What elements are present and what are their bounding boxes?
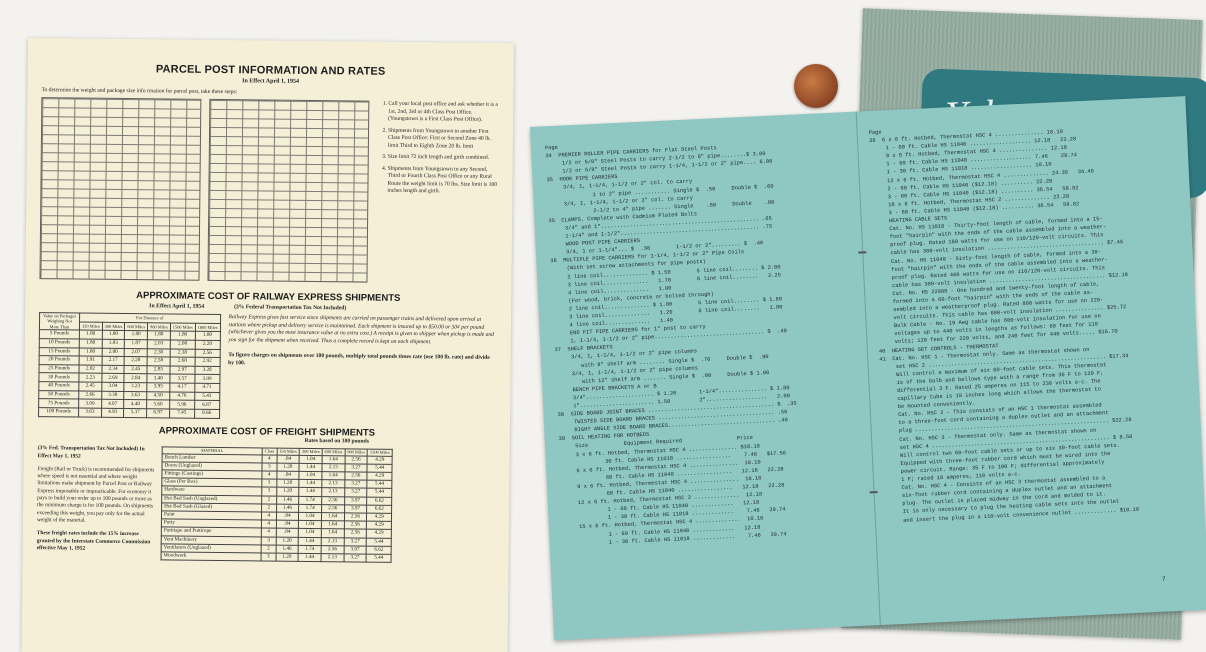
rate-cell: 1.80: [79, 339, 102, 348]
rate-cell: 1.20: [276, 537, 299, 545]
rate-cell: 1.80: [125, 331, 148, 340]
rate-cell: 2.58: [147, 357, 170, 366]
rate-cell: 1.04: [298, 529, 321, 537]
class-cell: 3: [262, 479, 277, 487]
rate-cell: 1.64: [321, 513, 344, 521]
rate-cell: 1.83: [102, 339, 125, 348]
rate-cell: 1.74: [298, 545, 321, 553]
distance-header: 300 Miles: [102, 322, 125, 331]
rate-cell: 7.45: [169, 409, 194, 418]
staple: [870, 491, 878, 493]
rate-cell: 2.03: [147, 340, 170, 349]
distance-header: 1800 Miles: [195, 323, 220, 332]
rate-cell: 3.63: [79, 408, 102, 417]
class-cell: 4: [262, 455, 277, 463]
rate-cell: 5.60: [147, 400, 170, 409]
miles-header: 150 Miles: [277, 448, 300, 455]
material-cell: Putty: [161, 519, 261, 528]
rate-cell: 5.44: [366, 538, 391, 546]
weight-cell: 75 Pounds: [39, 399, 79, 408]
rate-cell: 3.97: [344, 505, 367, 513]
rate-cell: 2.23: [79, 373, 102, 382]
miles-header: 300 Miles: [299, 449, 322, 456]
rate-cell: 4.17: [170, 383, 195, 392]
weight-cell: 20 Pounds: [39, 356, 79, 365]
rate-cell: 3.27: [344, 480, 367, 488]
table-row: [39, 408, 220, 419]
rate-cell: 3.27: [345, 464, 368, 472]
miles-header: 1500 Miles: [367, 449, 392, 456]
rate-cell: 2.56: [322, 496, 345, 504]
rate-cell: 2.85: [147, 366, 170, 375]
parcel-post-title: PARCEL POST INFORMATION AND RATES: [155, 63, 386, 78]
rate-cell: 2.20: [195, 340, 220, 349]
step-item: 1. Call your local post office and ask whether it is a 1st, 2nd, 3rd or 4th Class Post Office. (Youngstown is a First Class Post Office).: [388, 101, 499, 125]
table-row: [161, 552, 391, 563]
rate-cell: .84: [277, 455, 300, 463]
rate-cell: 3.04: [101, 382, 124, 391]
class-cell: 4: [262, 471, 277, 479]
rate-cell: 1.80: [147, 331, 170, 340]
rate-cell: 6.97: [147, 409, 170, 418]
rate-cell: 2.69: [102, 374, 125, 383]
rate-cell: 6.87: [194, 401, 219, 410]
material-cell: Paint: [161, 511, 261, 520]
rate-cell: 1.04: [299, 521, 322, 529]
weight-cell: 40 Pounds: [39, 382, 79, 391]
rate-cell: 1.64: [322, 455, 345, 463]
weight-cell: 10 Pounds: [39, 338, 79, 347]
material-cell: Woodwork: [161, 552, 261, 561]
parcel-post-effective: In Effect April 1, 1954: [242, 78, 300, 85]
rate-cell: 2.56: [344, 513, 367, 521]
material-cell: Vent Machinery: [161, 536, 261, 545]
railway-note: Railway Express gives fast service since shipments are carried on passenger trains and delivered upon arrival at stations where pickup and delivery service is maintained. Each shipment is insured up to $50.00 or 50¢ per pound (whichever gives you the most insurance value at no extra cost.) A receipt is given to shipper when pickup is made and you sign for the shipment when received. Thus a complete record is kept on each shipment.: [228, 314, 495, 345]
parcel-post-intro: To determine the weight and package size info rmation for parcel post, take these steps:: [41, 87, 238, 96]
railway-title: APPROXIMATE COST OF RAILWAY EXPRESS SHIPMENTS: [136, 290, 401, 304]
rate-cell: 1.87: [125, 339, 148, 348]
rate-cell: 1.20: [276, 488, 299, 496]
rate-cell: 3.97: [344, 546, 367, 554]
rate-cell: 2.56: [344, 521, 367, 529]
railway-tax: (3% Federal Transportation Tax Not Included): [234, 304, 347, 312]
rate-cell: 1.80: [195, 331, 220, 340]
rate-cell: 3.99: [195, 375, 220, 384]
rate-cell: 1.80: [102, 331, 125, 340]
class-cell: 2: [261, 545, 276, 553]
rate-cell: 1.44: [299, 463, 322, 471]
rate-cell: 2.13: [322, 463, 345, 471]
rate-cell: 1.64: [321, 521, 344, 529]
parcel-post-steps: [375, 101, 499, 284]
freight-rate-table: [161, 447, 393, 563]
rate-cell: 2.17: [102, 356, 125, 365]
class-cell: 2: [262, 496, 277, 504]
weight-cell: 5 Pounds: [39, 330, 79, 339]
rate-cell: 2.13: [321, 537, 344, 545]
rate-cell: 4.29: [367, 513, 392, 521]
rate-cell: 2.28: [124, 357, 147, 366]
rate-cell: 3.09: [79, 399, 102, 408]
freight-notes: [37, 445, 156, 560]
rate-cell: 2.08: [170, 340, 195, 349]
class-cell: 4: [261, 520, 276, 528]
rate-cell: 5.37: [124, 409, 147, 418]
rate-cell: 5.44: [367, 464, 392, 472]
rate-cell: 2.66: [79, 391, 102, 400]
railway-note-over-100: To figure charges on shipments over 100 pounds, multiply total pounds times rate (use 100 lb. rate) and divide by 100.: [228, 352, 490, 367]
rate-cell: 1.64: [321, 529, 344, 537]
rate-cell: 2.84: [124, 374, 147, 383]
rate-cell: 1.44: [299, 488, 322, 496]
rate-cell: 2.92: [195, 357, 220, 366]
rate-cell: 2.13: [322, 480, 345, 488]
rate-cell: 3.23: [124, 383, 147, 392]
miles-header: 600 Miles: [322, 449, 345, 456]
zone-table-1: [39, 97, 201, 281]
step-item: 4. Shipments from Youngstown to any Second, Third or Fourth Class Post Office or any Rural Route the weight limit is 70 lbs. Size limit is 100 inches length and girth.: [387, 166, 498, 197]
class-cell: 4: [261, 512, 276, 520]
rate-cell: 1.46: [276, 504, 299, 512]
weight-cell: 30 Pounds: [39, 373, 79, 382]
rate-cell: 1.20: [276, 463, 299, 471]
rate-cell: 1.46: [276, 545, 299, 553]
rate-cell: 3.38: [101, 391, 124, 400]
distance-header: 150 Miles: [79, 322, 102, 331]
catalog-page-right: Page 39 6 x 6 ft. Hotbed, Thermostat HSC 4 ............... 10.10 1 - 60 ft. Cable HS 11040 ................... 12.18 22.28 9 x 6 ft. Hotbed, Thermostat HSC 4 ............... 12.18 1 - 60 ft. Cable HS 11040 ................... 7.46 29.74 1 - 30 ft. Cable HS 11018 ................... 10.10 12 x 6 ft. Hotbed, Thermostat HSC 4 .............. 24.36 34.46 2 - 60 ft. Cable HS 11040 ($12.18) .......... 22.28 3 - 60 ft. Cable HS 11040 ($12.18) .......... 36.54 58.82 18 x 6 ft. Hotbed, Thermostat HSC 2 .............. 22.28 3 - 60 ft. Cable HS 11040 ($12.18) .......... 36.54 58.82 HEATING CABLE SETS Cat. No. HS 11018 - Thirty-foot length of cable, formed into a 15- foot "hairpin" with the ends of the cable assembled into a weather- proof plug. Rated 180 watts for use on 110/120-volt circuits. This cable has 300-volt insulation .................................... $7.46 Cat. No. HS 11040 - Sixty-foot length of cable, formed into a 30- foot "hairpin" with the ends of the cable assembled into a weather- proof plug. Rated 400 watts for use on 110/120-volt circuits. This cable has 300-volt insulation .................................... $12.18 Cat. No. HS 22080 - One hundred and twenty-foot length of cable, formed into a 60-foot "hairpin" with the ends of the cable as- sembled into a weatherproof plug. Rated 800 watts for use on 220- volt circuits. This cable has 600-volt insulation ............... $25.72 Bulk Cable - No. 19 Awg cable has 600-volt insulation for use on voltages up to 440 volts in lengths as follows: 60 feet for 110 volts; 120 feet for 220 volts, and 240 feet for 440 volts..... $16.70 40 HEATING SET CONTROLS - THERMOSTAT 41 Cat. No. HSC 1 - Thermostat only. Same as thermostat shown on set HSC 2 ....................................................... $17.34 Will control a maximum of six 60-foot cable sets. This thermostat is of the bulb and bellows type with a range from 30 F to 120 F, differential 3 F. Rated 25 amperes on 115 to 230 volts a-c. The capillary tube is 18 inches long which allows the thermostat to be mounted conveniently. Cat. No. HSC 2 - This consists of an HSC 1 thermostat assembled to a three-foot cord containing a duplex outlet and an attachment plug ............................................................ $22.28 Cat. No. HSC 3 - Thermostat only. Same as thermostat shown on set HSC 4 ....................................................... $ 8.58 Will control two 60-foot cable sets or up to six 30-foot cable sets. Equipped with three-foot rubber cord which must be wired into the power circuit. Range: 35 F to 100 F; differential approximately 1 F; rated 10 amperes, 110 volts a-c. Cat. No. HSC 4 - Consists of an HSC 3 thermostat assembled to a six-foot rubber cord containing a duplex outlet and an attachment plug. The outlet is placed midway in the cord and molded to it. It is only necessary to plug the heating cable sets into the outlet and insert the plug in a 110-volt convenience outlet ............. $10.10: [868, 128, 1140, 525]
rate-cell: 1.04: [299, 471, 322, 479]
rate-cell: 1.44: [298, 553, 321, 561]
rate-cell: 2.13: [322, 488, 345, 496]
col-class: Class: [262, 448, 277, 455]
rate-cell: 2.68: [170, 357, 195, 366]
rate-cell: 2.56: [321, 504, 344, 512]
rate-cell: 4.50: [147, 391, 170, 400]
rate-cell: 1.44: [299, 480, 322, 488]
rate-cell: 4.29: [367, 456, 392, 464]
rate-cell: 4.40: [124, 400, 147, 409]
rate-cell: 2.56: [344, 529, 367, 537]
rate-cell: 1.91: [79, 356, 102, 365]
weight-cell: 50 Pounds: [39, 390, 79, 399]
material-cell: Hot Bed Sash (Unglazed): [162, 495, 262, 504]
rate-cell: 5.43: [194, 392, 219, 401]
penny-coin: [794, 64, 838, 108]
page-number: 7: [1161, 575, 1166, 583]
material-cell: Ventilators (Unglazed): [161, 544, 261, 553]
rate-cell: 4.29: [367, 521, 392, 529]
col-weight: Value on Packages Weighing Not More Than: [39, 313, 79, 331]
catalog-page-left: Page 34 PREMIER ROLLER PIPE CARRIERS for Flat Steel Posts 1/2 or 5/8" Steel Posts to carry 2-1/2 to 6" pipe........$ 3.00 1/2 or 5/8" Steel Posts to carry 1-1/4, 1-1/2 or 2" pipe.... 6.00 35 HOOK PIPE CARRIERS 3/4, 1, 1-1/4, 1-1/2 or 2" col. to carry 1 to 2" pipe ........... Single $ .50 Double $ .60 3/4, 1, 1-1/4, 1-1/2 or 2" col. to carry 2-1/2 to 4" pipe ....... Single .60 Double .80 35 CLAMPS. Complete with Cadmium Plated Bolts 3/4" and 1"................................................. .65 1-1/4" and 1-1/2"........................................... .75 WOOD POST PIPE CARRIERS 3/4, 1 or 1-1/4"... $ .30 1-1/2 or 2"......... $ .40 36 MULTIPLE PIPE CARRIERS for 1-1/4, 1-1/2 or 2" Pipe Coils (With set screw attachments for pipe posts) 2 line coil.............. $ 1.50 5 line coil........ $ 2.00 3 line coil.............. 1.70 6 line coil........ 2.25 4 line coil.............. 1.80 (For wood, brick, concrete or bolted through) 2 line coil.............. $ 1.00 5 line coil........ $ 1.60 3 line coil.............. 1.20 6 line coil........ 1.80 4 line coil.............. 1.40 END FIT PIPE CARRIERS for 1" post to carry 1, 1-1/4, 1-1/2 or 2" pipe.................................. $ .40 37 SHELF BRACKETS 3/4, 1, 1-1/4, 1-1/2 or 2" pipe columns with 8" shelf arm ........ Single $ .70 Double $ .90 3/4, 1, 1-1/4, 1-1/2 or 2" pipe columns with 12" shelf arm ....... Single $ .80 Double $ 1.00 BENCH PIPE BRACKETS A or B 3/4"..................... $ 1.20 1-1/4"............... $ 1.80 1"....................... 1.50 2"................... 2.00 38 SIDE BOARD JOINT BRACES ....................................... $ .35 TWISTED SIDE BOARD BRACES .................................... .50 RIGHT ANGLE SIDE BOARD BRACES................................. .40 39 SOIL HEATING FOR HOTBEDS Size Equipment Required Price 3 x 6 ft. Hotbed, Thermostat HSC 4 ............... $10.10 30 ft. Cable HS 11018 ................. 7.46 $17.56 6 x 6 ft. Hotbed, Thermostat HSC 4 ............... 10.10 60 ft. Cable HS 11040 ................. 12.18 22.28 9 x 6 ft. Hotbed, Thermostat HSC 4 ............... 10.10 60 ft. Cable HS 11040 ................. 12.18 22.28 12 x 6 ft. Hotbed, Thermostat HSC 2 .............. 12.18 1 - 60 ft. Cable HS 11040 ............. 12.18 1 - 30 ft. Cable HS 11018 ............. 7.46 29.74 15 x 6 ft. Hotbed, Thermostat HSC 4 .............. 10.10 1 - 60 ft. Cable HS 11040 ............. 12.18 1 - 30 ft. Cable HS 11018 ............. 7.46 29.74: [544, 144, 797, 548]
rate-cell: 3.95: [147, 383, 170, 392]
rate-cell: 1.80: [79, 330, 102, 339]
rate-cell: .84: [276, 471, 299, 479]
rate-cell: 3.27: [344, 554, 367, 562]
class-cell: 3: [262, 463, 277, 471]
rate-cell: .84: [276, 529, 299, 537]
rate-cell: 5.44: [367, 480, 392, 488]
miles-header: 900 Miles: [345, 449, 368, 456]
rate-cell: 5.44: [367, 489, 392, 497]
rate-cell: 2.07: [125, 348, 148, 357]
rate-cell: 2.56: [345, 455, 368, 463]
rate-cell: 3.97: [344, 497, 367, 505]
freight-tax: (3% Fed. Transportation Tax Not Included) In Effect May 1, 1952: [37, 445, 145, 460]
rate-cell: 2.00: [102, 348, 125, 357]
rate-cell: 2.34: [102, 365, 125, 374]
rate-cell: 3.57: [170, 374, 195, 383]
material-cell: Puttitape and Puttirope: [161, 527, 261, 536]
rate-cell: 2.45: [79, 382, 102, 391]
rate-cell: 3.63: [124, 391, 147, 400]
col-distance: For Distance of: [80, 313, 221, 323]
rate-cell: 1.20: [276, 553, 299, 561]
rate-cell: 1.20: [276, 479, 299, 487]
rate-cell: 2.13: [321, 554, 344, 562]
rates-sheet: [22, 38, 514, 652]
class-cell: 3: [261, 537, 276, 545]
rate-cell: 1.04: [299, 512, 322, 520]
material-cell: Fittings (Castings): [162, 470, 262, 479]
class-cell: 2: [262, 504, 277, 512]
rate-cell: 4.29: [367, 472, 392, 480]
material-cell: Glass (Per Box): [162, 478, 262, 487]
freight-increase-note: These freight rates include the 15% increase granted by the Interstate Commerce Commission effective May 1, 1952: [36, 530, 151, 552]
rate-cell: 2.38: [170, 349, 195, 358]
staple: [858, 251, 866, 253]
rate-cell: 2.56: [195, 349, 220, 358]
rate-cell: 3.27: [344, 488, 367, 496]
rate-cell: .84: [276, 520, 299, 528]
step-item: 2. Shipments from Youngstown to another First Class Post Office: First or Second Zone 40 lb. limit Third to Eighth Zone 20 lb. limit: [388, 127, 499, 151]
rate-cell: 4.71: [194, 383, 219, 392]
rate-cell: 1.80: [170, 331, 195, 340]
rate-cell: .84: [276, 512, 299, 520]
railway-effective: In Effect April 1, 1954: [149, 303, 205, 310]
rate-cell: 5.44: [366, 554, 391, 562]
class-cell: 3: [262, 487, 277, 495]
rate-cell: 3.40: [147, 374, 170, 383]
rate-cell: 1.44: [298, 537, 321, 545]
zone-table-2: [207, 99, 369, 283]
step-item: 3. Size limit 72 inch length and girth combined.: [388, 154, 499, 163]
rate-cell: 1.64: [322, 472, 345, 480]
rate-cell: 4.93: [101, 408, 124, 417]
col-material: MATERIAL: [162, 447, 262, 454]
material-cell: Doors (Unglazed): [162, 462, 262, 471]
rate-cell: 4.29: [367, 530, 392, 538]
rate-cell: 3.27: [344, 538, 367, 546]
distance-header: 900 Miles: [148, 322, 171, 331]
rate-cell: 2.45: [124, 365, 147, 374]
rate-cell: 2.30: [147, 348, 170, 357]
weight-cell: 25 Pounds: [39, 364, 79, 373]
rate-cell: 1.74: [299, 496, 322, 504]
rate-cell: 6.62: [366, 546, 391, 554]
weight-cell: 100 Pounds: [39, 408, 79, 417]
class-cell: 4: [261, 528, 276, 536]
rate-cell: 3.28: [195, 366, 220, 375]
material-cell: Hardware: [162, 486, 262, 495]
rate-cell: 1.74: [299, 504, 322, 512]
rate-cell: 1.04: [299, 455, 322, 463]
material-cell: Hot Bed Sash (Glazed): [162, 503, 262, 512]
rate-cell: 8.66: [194, 409, 219, 418]
railway-notes: [228, 314, 498, 417]
rate-cell: 2.56: [344, 472, 367, 480]
rate-cell: 2.97: [170, 366, 195, 375]
freight-title: APPROXIMATE COST OF FREIGHT SHIPMENTS: [158, 425, 376, 439]
rate-cell: 1.80: [79, 348, 102, 357]
freight-rate-caption: Rates based on 100 pounds: [304, 438, 369, 445]
rate-cell: 6.62: [367, 505, 392, 513]
rate-cell: 6.62: [367, 497, 392, 505]
rate-cell: 1.46: [276, 496, 299, 504]
weight-cell: 15 Pounds: [39, 347, 79, 356]
rate-cell: 4.07: [101, 400, 124, 409]
rate-cell: 4.76: [169, 392, 194, 401]
rate-cell: 5.96: [169, 400, 194, 409]
freight-description: Freight (Rail or Truck) is recommended for shipments where speed is not essential and where weight limitations make shipment by Parcel Post or Railway Express impossible or impracticable. For economy it pays to build your order up to 100 pounds or more as the minimum charge is for 100 pounds. On shipments exceeding this weight, you pay only for the actual weight of the material.: [36, 465, 155, 524]
open-catalog-booklet: [530, 96, 1206, 640]
material-cell: Bench Lumber: [162, 454, 262, 463]
distance-header: 1500 Miles: [170, 323, 195, 332]
railway-rate-table: [38, 312, 221, 419]
rate-cell: 2.56: [321, 545, 344, 553]
distance-header: 600 Miles: [125, 322, 148, 331]
class-cell: 3: [261, 553, 276, 561]
rate-cell: 2.02: [79, 365, 102, 374]
